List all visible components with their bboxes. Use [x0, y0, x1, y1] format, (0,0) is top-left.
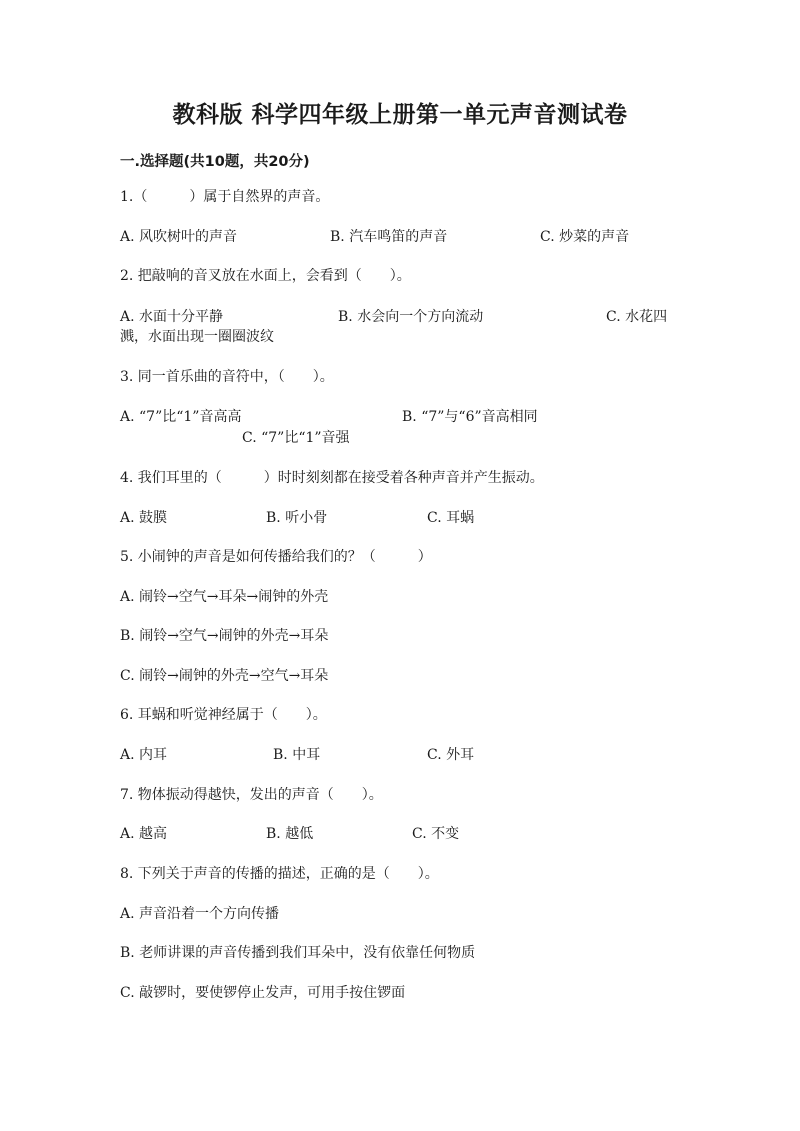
question-5-stem: 5. 小闹钟的声音是如何传播给我们的？（ ）: [120, 549, 432, 565]
question-5-option-c: C. 闹铃→闹钟的外壳→空气→耳朵: [120, 668, 329, 684]
question-6-option-b: B. 中耳: [273, 747, 321, 763]
question-5-option-b: B. 闹铃→空气→闹钟的外壳→耳朵: [120, 628, 329, 644]
question-2-stem: 2. 把敲响的音叉放在水面上，会看到（ ）。: [120, 268, 411, 284]
question-7-stem: 7. 物体振动得越快，发出的声音（ ）。: [120, 787, 383, 803]
question-8-option-a: A. 声音沿着一个方向传播: [120, 906, 280, 922]
question-6-option-c: C. 外耳: [427, 747, 475, 763]
question-4-stem: 4. 我们耳里的（ ）时时刻刻都在接受着各种声音并产生振动。: [120, 470, 544, 486]
question-1-option-b: B. 汽车鸣笛的声音: [330, 229, 448, 245]
section-heading: 一.选择题(共10题，共20分): [120, 154, 310, 170]
question-6-option-a: A. 内耳: [120, 747, 168, 763]
question-8-option-b: B. 老师讲课的声音传播到我们耳朵中，没有依靠任何物质: [120, 945, 476, 961]
question-2-option-c-cont: 溅，水面出现一圈圈波纹: [120, 329, 274, 345]
question-2-option-c: C. 水花四: [606, 309, 668, 325]
question-3-option-c: C. “7”比“1”音强: [242, 430, 350, 446]
question-5-option-a: A. 闹铃→空气→耳朵→闹钟的外壳: [120, 589, 329, 605]
question-4-option-c: C. 耳蜗: [427, 510, 475, 526]
question-7-option-b: B. 越低: [266, 826, 314, 842]
question-7-option-a: A. 越高: [120, 826, 168, 842]
question-1-option-a: A. 风吹树叶的声音: [120, 229, 238, 245]
question-4-option-a: A. 鼓膜: [120, 510, 168, 526]
question-1-stem: 1.（ ）属于自然界的声音。: [120, 189, 330, 205]
question-2-option-a: A. 水面十分平静: [120, 309, 224, 325]
question-3-option-a: A. “7”比“1”音高高: [120, 409, 242, 425]
question-6-stem: 6. 耳蜗和听觉神经属于（ ）。: [120, 707, 327, 723]
question-8-option-c: C. 敲锣时，要使锣停止发声，可用手按住锣面: [120, 985, 406, 1001]
question-1-option-c: C. 炒菜的声音: [540, 229, 630, 245]
question-2-option-b: B. 水会向一个方向流动: [338, 309, 484, 325]
exam-title: 教科版 科学四年级上册第一单元声音测试卷: [172, 102, 628, 128]
question-8-stem: 8. 下列关于声音的传播的描述，正确的是（ ）。: [120, 866, 439, 882]
question-3-option-b: B. “7”与“6”音高相同: [402, 409, 538, 425]
question-7-option-c: C. 不变: [412, 826, 460, 842]
question-3-stem: 3. 同一首乐曲的音符中，（ ）。: [120, 369, 334, 385]
question-4-option-b: B. 听小骨: [266, 510, 328, 526]
